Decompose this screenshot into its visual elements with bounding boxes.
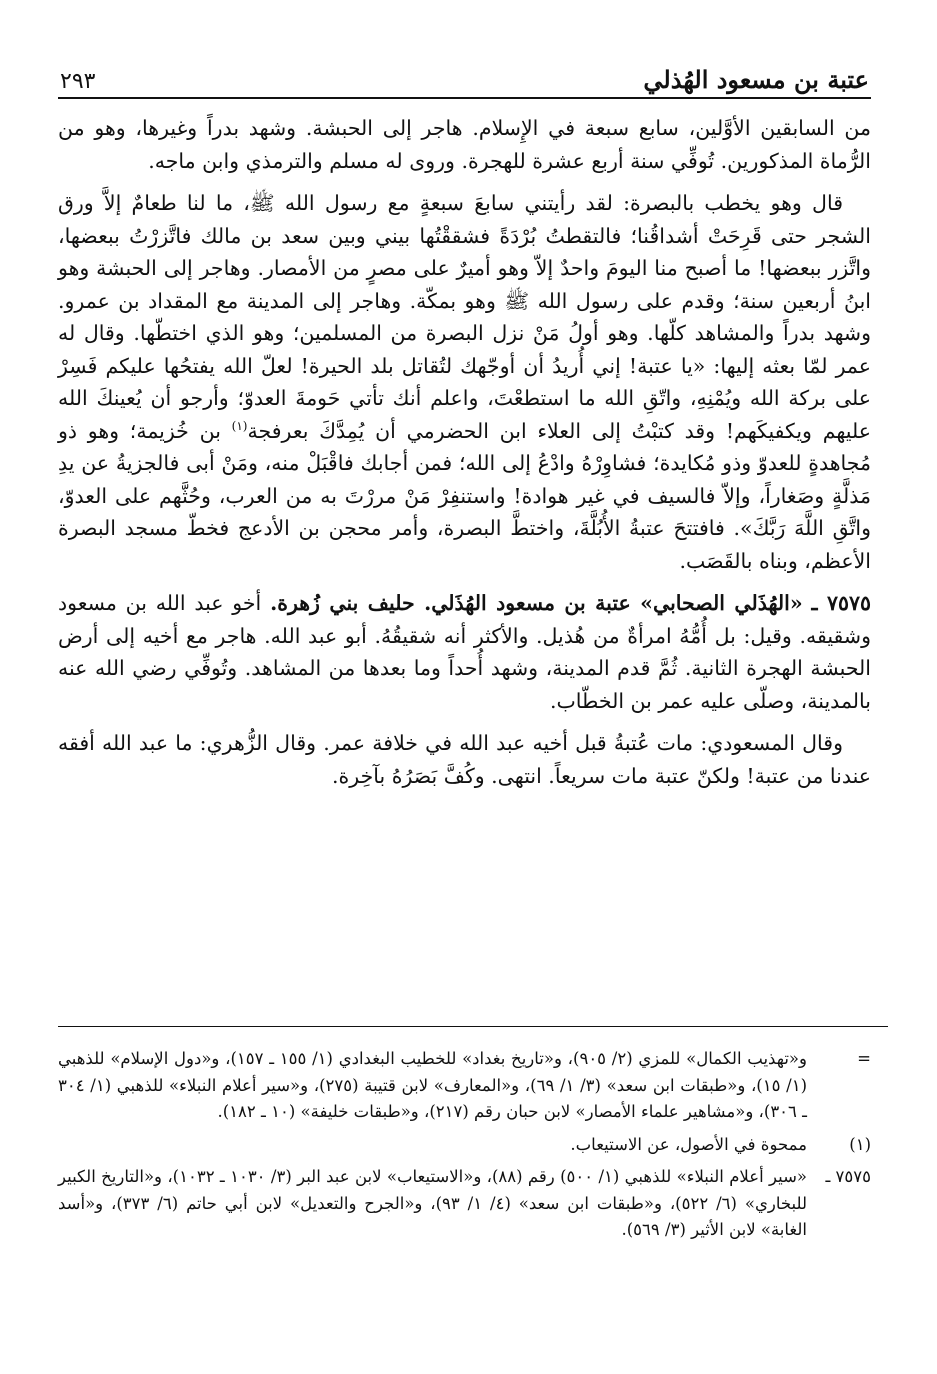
footnotes xyxy=(58,1046,871,1250)
footnote-text: «سير أعلام النبلاء» للذهبي (١/ ٥٠٠) رقم (٨٨)، و«الاستيعاب» لابن عبد البر (٣/ ١٠٣٠ ـ ١٠٣٢)، و«التاريخ الكبير للبخاري» (٦/ ٥٢٢)، و«طبقات ابن سعد» (٤/ ١/ ٩٣)، و«الجرح والتعديل» لابن أبي حاتم (٦/ ٣٧٣)، و«أسد الغابة» لابن الأثير (٣/ ٥٦٩). xyxy=(58,1167,808,1239)
entry-7575 xyxy=(58,587,871,717)
footnote-text: و«تهذيب الكمال» للمزي (٢/ ٩٠٥)، و«تاريخ بغداد» للخطيب البغدادي (١/ ١٥٥ ـ ١٥٧)، و«دول الإسلام» للذهبي (١/ ١٥)، و«طبقات ابن سعد» (٣/ ١/ ٦٩)، و«المعارف» لابن قتيبة (٢٧٥)، و«سير أعلام النبلاء» للذهبي (١/ ٣٠٤ ـ ٣٠٦)، و«مشاهير علماء الأمصار» لابن حبان رقم (٢١٧)، و«طبقات خليفة» (١٠ ـ ١٨٢). xyxy=(58,1049,808,1121)
paragraph-2-part-1: قال وهو يخطب بالبصرة: لقد رأيتني سابعَ سبعةٍ مع رسول الله ﷺ، ما لنا طعامٌ إلاَّ ورق الشجر حتى قَرِحَتْ أشداقُنا؛ فالتقطتُ بُرْدَةً فشققْتُها بيني وبين سعد بن مالك فاتَّزرْتُ ببعضها، واتَّزر ببعضها! ما أصبح منا اليومَ واحدٌ إلاّ وهو أميرٌ على مصرٍ من الأمصار. وهاجر إلى الحبشة وهو ابنُ أربعين سنة؛ وقدم على رسول الله ﷺ وهو بمكّة. وهاجر إلى المدينة مع المقداد بن عمرو. وشهد بدراً والمشاهد كلّها. وهو أولُ مَنْ نزل البصرة من المسلمين؛ وهو الذي اختطّها. وقال له عمر لمّا بعثه إليها: «يا عتبة! إني أُريدُ أن أوجّهك لتُقاتل بلد الحيرة! لعلّ الله يفتحُها عليكم فَسِرْ على بركة الله ويُمْنِهِ، واتّقِ الله ما استطعْتَ، واعلم أنك تأتي حَومةَ العدوّ؛ وأرجو أن يُعينكَ الله عليهم ويكفيكَهم! وقد كتبْتُ إلى العلاء ابن الحضرمي أن يُمِدَّكَ بعرفجة xyxy=(58,191,871,443)
paragraph-4: وقال المسعودي: مات عُتبةُ قبل أخيه عبد الله في خلافة عمر. وقال الزُّهري: ما عبد الله أفقه عندنا من عتبة! ولكنّ عتبة مات سريعاً. انتهى. وكُفَّ بَصَرُهُ بآخِرة. xyxy=(58,731,871,788)
page-number: ٢٩٣ xyxy=(60,69,96,94)
paragraph-1: من السابقين الأوَّلين، سابع سبعة في الإِسلام. هاجر إلى الحبشة. وشهد بدراً وغيرها، وهو من الرُّماة المذكورين. تُوفِّي سنة أربع عشرة للهجرة. وروى له مسلم والترمذي وابن ماجه. xyxy=(58,116,871,173)
footnote-item xyxy=(58,1164,871,1244)
footnote-reference: (١) xyxy=(231,418,248,433)
footnote-marker: (١) xyxy=(849,1134,871,1154)
entry-heading: «الهُذَلي الصحابي» عتبة بن مسعود الهُذَلي. حليف بني زُهرة. xyxy=(270,591,803,615)
footnote-rule xyxy=(58,1026,888,1027)
paragraph-2-part-2: بن خُزيمة؛ وهو ذو مُجاهدةٍ للعدوّ وذو مُكايدة؛ فشاوِرْهُ وادْعُ إلى الله؛ فمن أجابك فاقْبَلْ منه، ومَنْ أبى فالجزيةُ عن يدِ مَذلَّةٍ وصَغاراً، وإلاّ فالسيف في غير هوادة! واستنفِرْ مَنْ مررْتَ به من العرب، وحُثَّهم على العدوّ، واتَّقِ اللَّهَ رَبَّكَ». فافتتحَ عتبةُ الأُبُلَّةَ، واختطَّ البصرة، وأمر محجن بن الأدعج فخطّ مسجد البصرة الأعظم، وبناه بالقَصَب. xyxy=(58,418,871,573)
running-title: عتبة بن مسعود الهُذلي xyxy=(643,65,869,94)
footnote-item xyxy=(58,1132,871,1159)
entry-text: أخو عبد الله بن مسعود وشقيقه. وقيل: بل أُمُّهُ امرأةٌ من هُذيل. والأكثر أنه شقيقُهُ. أبو عبد الله. هاجر مع أخيه إلى أرض الحبشة الهجرة الثانية. ثُمَّ قدم المدينة، وشهد أُحداً وما بعدها من المشاهد. وتُوفِّي رضي الله عنه بالمدينة، وصلّى عليه عمر بن الخطّاب. xyxy=(58,591,871,713)
footnote-text: ممحوة في الأصول، عن الاستيعاب. xyxy=(570,1134,807,1154)
paragraph-2 xyxy=(58,187,871,577)
footnote-marker: = xyxy=(857,1049,871,1068)
footnote-marker: ٧٥٧٥ ـ xyxy=(825,1167,871,1186)
main-text xyxy=(58,112,871,792)
header-rule xyxy=(58,97,871,99)
footnote-item xyxy=(58,1046,871,1126)
entry-number: ٧٥٧٥ ـ xyxy=(811,591,871,615)
running-header xyxy=(60,50,869,94)
